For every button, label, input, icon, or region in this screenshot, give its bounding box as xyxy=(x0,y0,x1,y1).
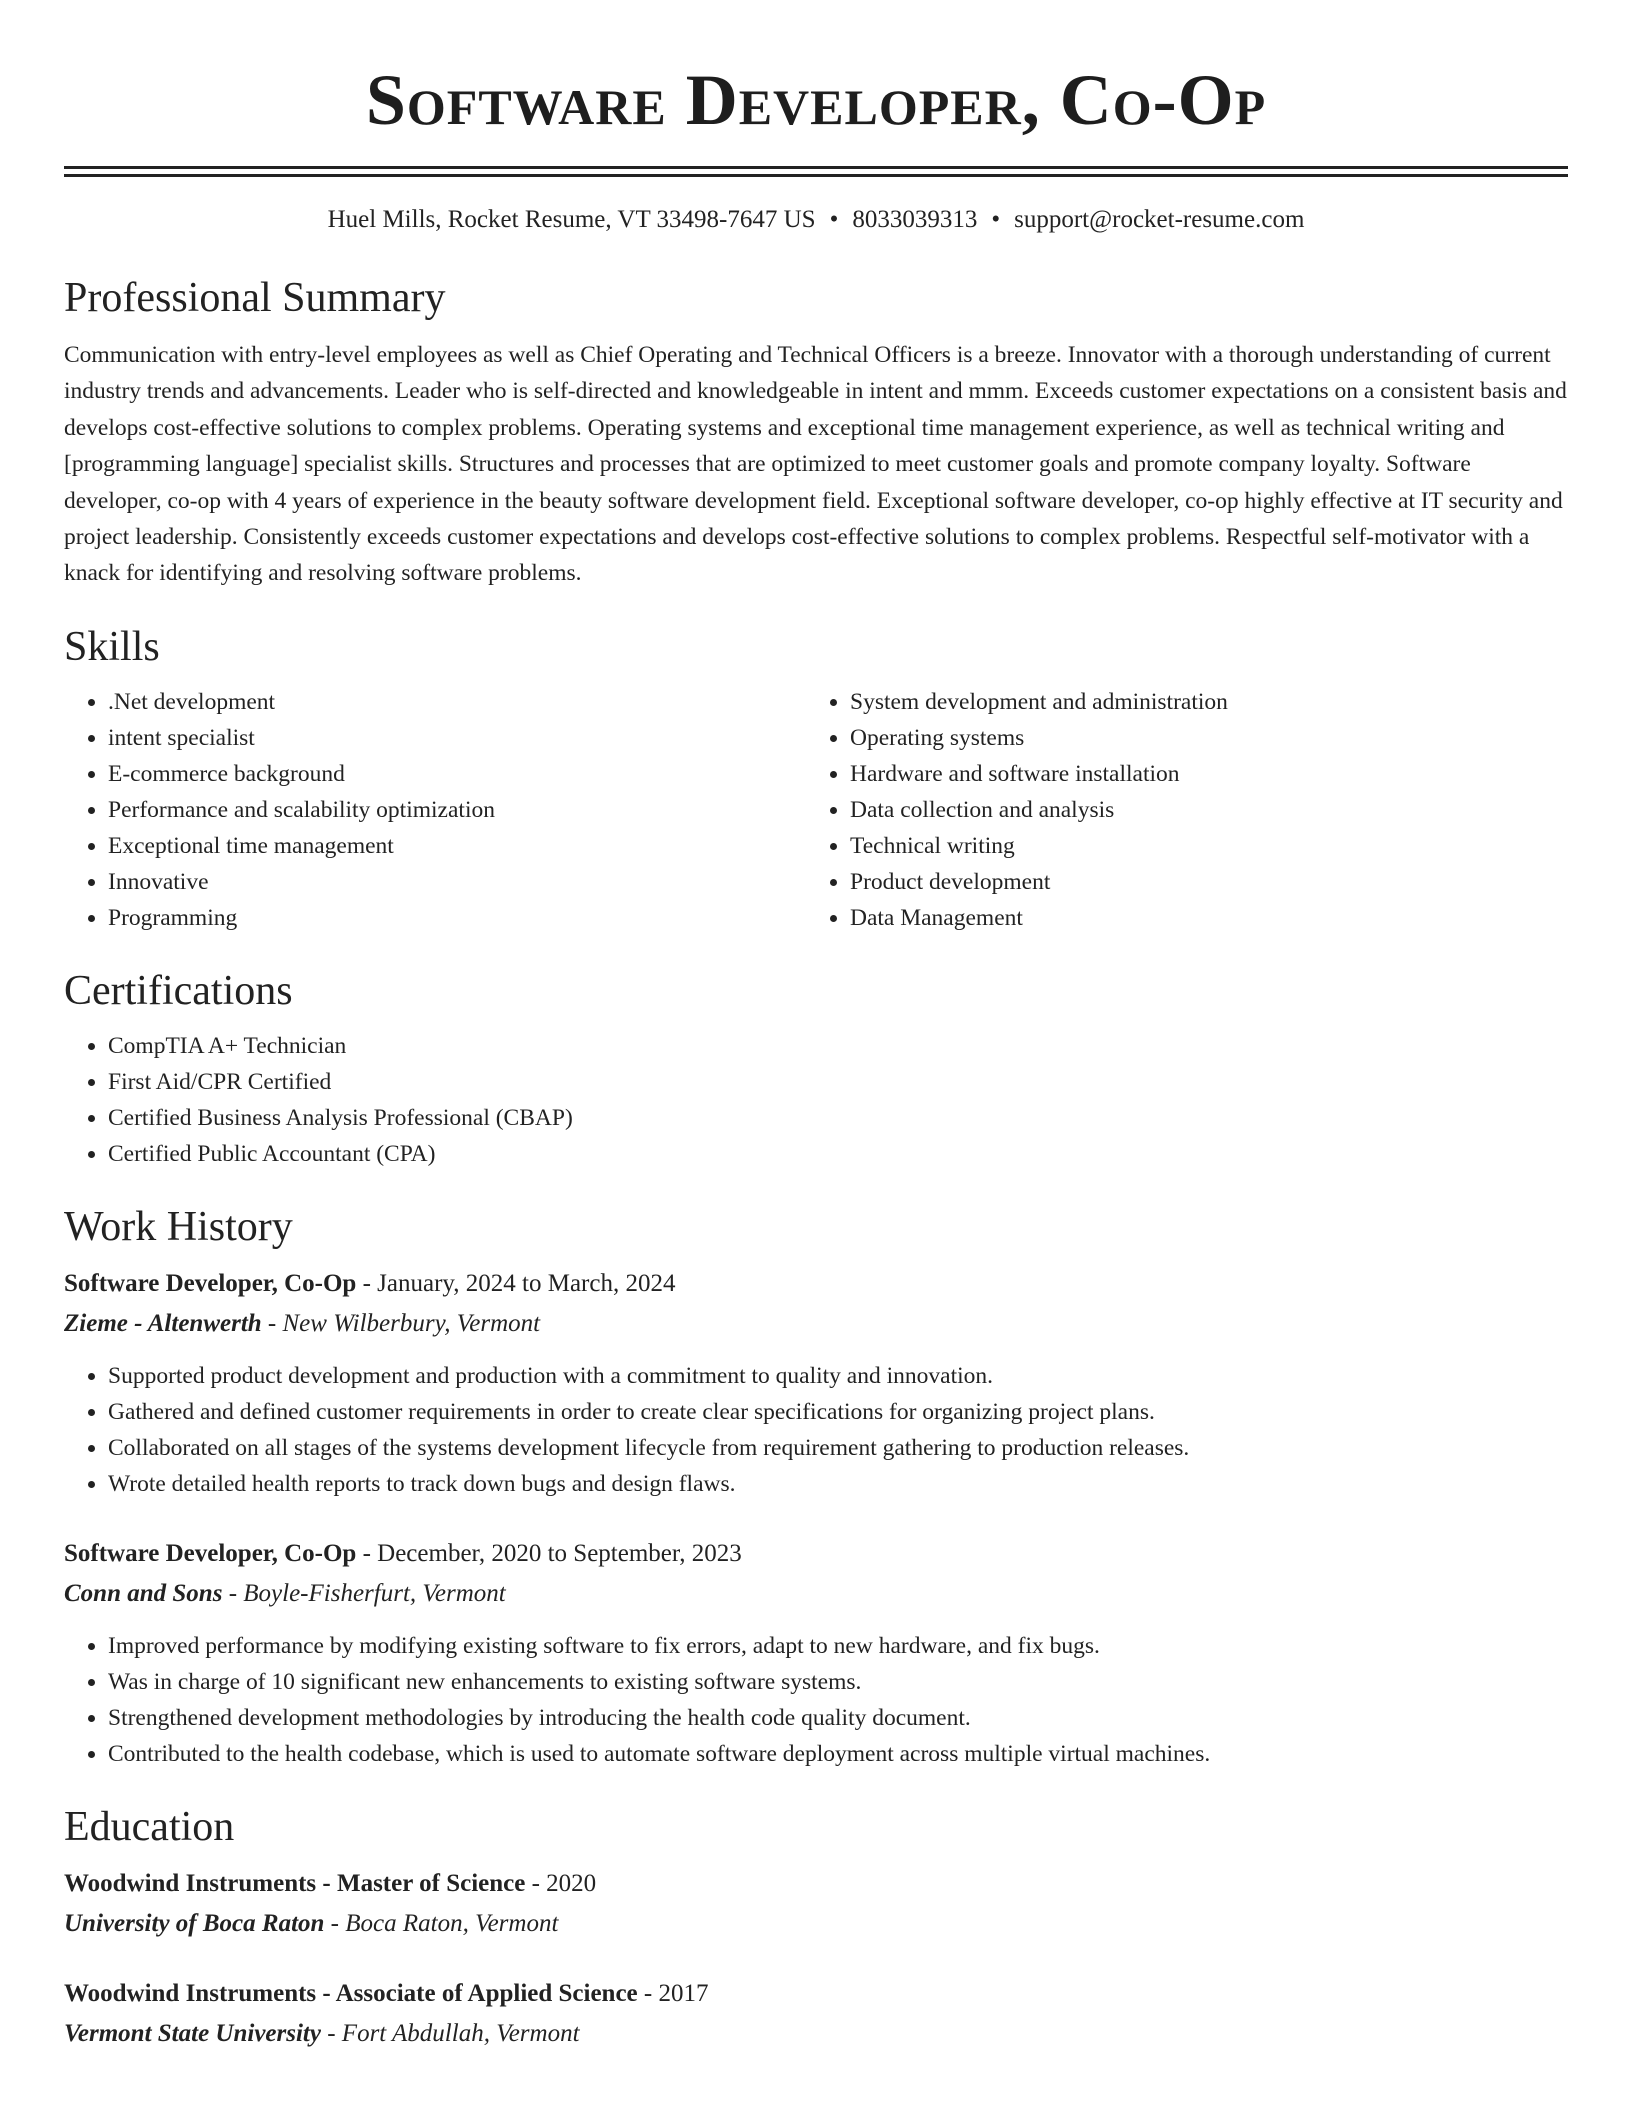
degree-name: Woodwind Instruments - Associate of Applied Science xyxy=(64,1979,638,2007)
job-bullets xyxy=(64,1358,1568,1502)
skill-item: • Performance and scalability optimization xyxy=(108,792,806,828)
skill-item: • System development and administration xyxy=(850,684,1566,720)
school-name: Vermont State University xyxy=(64,2019,321,2047)
skill-item: • Operating systems xyxy=(850,720,1566,756)
job-dates: December, 2020 to September, 2023 xyxy=(377,1539,742,1567)
title-double-rule xyxy=(64,166,1568,177)
degree-name: Woodwind Instruments - Master of Science xyxy=(64,1869,526,1897)
degree-line xyxy=(64,1976,1568,2012)
dash: - xyxy=(228,1579,238,1607)
contact-separator: • xyxy=(829,206,839,233)
employer-line xyxy=(64,1576,1568,1612)
job-bullet: • Wrote detailed health reports to track down bugs and design flaws. xyxy=(108,1466,1568,1502)
school-line xyxy=(64,2016,1568,2052)
resume-title: Software Developer, Co-Op xyxy=(365,60,1267,140)
certification-item: • Certified Business Analysis Professional (CBAP) xyxy=(108,1100,1568,1136)
job-bullet: • Collaborated on all stages of the systems development lifecycle from requirement gathering to production releases. xyxy=(108,1430,1568,1466)
dash: - xyxy=(362,1269,371,1297)
contact-phone: 8033039313 xyxy=(852,206,978,233)
job-title-line xyxy=(64,1266,1568,1302)
job-bullet: • Contributed to the health codebase, which is used to automate software deployment across multiple virtual machines. xyxy=(108,1736,1568,1772)
employer-name: Zieme - Altenwerth xyxy=(64,1309,262,1337)
summary-text: Communication with entry-level employees as well as Chief Operating and Technical Officers is a breeze. Innovator with a thorough understanding of current industry trends and advancements. Leader who is self-directed and knowledgeable in intent and mmm. Exceeds customer expectations on a consistent basis and develops cost-effective solutions to complex problems. Operating systems and exceptional time management experience, as well as technical writing and [programming language] specialist skills. Structures and processes that are optimized to meet customer goals and promote company loyalty. Software developer, co-op with 4 years of experience in the beauty software development field. Exceptional software developer, co-op highly effective at IT security and project leadership. Consistently exceeds customer expectations and develops cost-effective solutions to complex problems. Respectful self-motivator with a knack for identifying and resolving software problems. xyxy=(64,342,1567,587)
job-bullet: • Supported product development and production with a commitment to quality and innovation. xyxy=(108,1358,1568,1394)
job-title: Software Developer, Co-Op xyxy=(64,1539,357,1567)
job-dates: January, 2024 to March, 2024 xyxy=(377,1269,676,1297)
dash: - xyxy=(643,1979,653,2007)
dash: - xyxy=(362,1539,371,1567)
skill-item: • Data collection and analysis xyxy=(850,792,1566,828)
skill-item: • E-commerce background xyxy=(108,756,806,792)
skill-item: • Data Management xyxy=(850,900,1566,936)
school-location: Fort Abdullah, Vermont xyxy=(341,2019,580,2047)
job-title-line xyxy=(64,1536,1568,1572)
dash: - xyxy=(330,1909,339,1937)
skill-item: • Programming xyxy=(108,900,806,936)
skills-right-list xyxy=(806,684,1566,936)
employer-location: New Wilberbury, Vermont xyxy=(282,1309,541,1337)
employer-line xyxy=(64,1306,1568,1342)
dash: - xyxy=(327,2019,336,2047)
certifications-heading: Certifications xyxy=(64,967,293,1014)
contact-separator: • xyxy=(991,206,1001,233)
school-name: University of Boca Raton xyxy=(64,1909,325,1937)
school-location: Boca Raton, Vermont xyxy=(345,1909,559,1937)
skill-item: • Hardware and software installation xyxy=(850,756,1566,792)
certification-item: • CompTIA A+ Technician xyxy=(108,1028,1568,1064)
job-bullet: • Improved performance by modifying existing software to fix errors, adapt to new hardware, and fix bugs. xyxy=(108,1628,1568,1664)
job-bullet: • Strengthened development methodologies by introducing the health code quality document. xyxy=(108,1700,1568,1736)
employer-location: Boyle-Fisherfurt, Vermont xyxy=(243,1579,506,1607)
employer-name: Conn and Sons xyxy=(64,1579,223,1607)
job-entry xyxy=(64,1266,1568,1502)
contact-line xyxy=(64,203,1568,237)
school-line xyxy=(64,1906,1568,1942)
skill-item: • intent specialist xyxy=(108,720,806,756)
skill-item: • Exceptional time management xyxy=(108,828,806,864)
job-bullets xyxy=(64,1628,1568,1772)
skill-item: • Product development xyxy=(850,864,1566,900)
certification-item: • Certified Public Accountant (CPA) xyxy=(108,1136,1568,1172)
degree-year: 2017 xyxy=(658,1979,709,2007)
certifications-list xyxy=(64,1028,1568,1172)
work-history-heading: Work History xyxy=(64,1203,293,1250)
degree-year: 2020 xyxy=(546,1869,597,1897)
job-bullet: • Gathered and defined customer requirements in order to create clear specifications for organizing project plans. xyxy=(108,1394,1568,1430)
contact-address: Huel Mills, Rocket Resume, VT 33498-7647 US xyxy=(327,206,816,233)
job-entry xyxy=(64,1536,1568,1772)
contact-email[interactable]: support@rocket-resume.com xyxy=(1014,206,1305,233)
education-heading: Education xyxy=(64,1803,235,1850)
certification-item: • First Aid/CPR Certified xyxy=(108,1064,1568,1100)
job-bullet: • Was in charge of 10 significant new enhancements to existing software systems. xyxy=(108,1664,1568,1700)
dash: - xyxy=(531,1869,540,1897)
degree-line xyxy=(64,1866,1568,1902)
dash: - xyxy=(267,1309,277,1337)
skill-item: • Technical writing xyxy=(850,828,1566,864)
skills-columns xyxy=(64,684,1568,936)
job-title: Software Developer, Co-Op xyxy=(64,1269,357,1297)
education-entry xyxy=(64,1976,1568,2052)
summary-heading: Professional Summary xyxy=(64,275,446,321)
skill-item: • Innovative xyxy=(108,864,806,900)
education-entry xyxy=(64,1866,1568,1942)
skills-left-list xyxy=(64,684,806,936)
skill-item: • .Net development xyxy=(108,684,806,720)
skills-heading: Skills xyxy=(64,623,160,670)
